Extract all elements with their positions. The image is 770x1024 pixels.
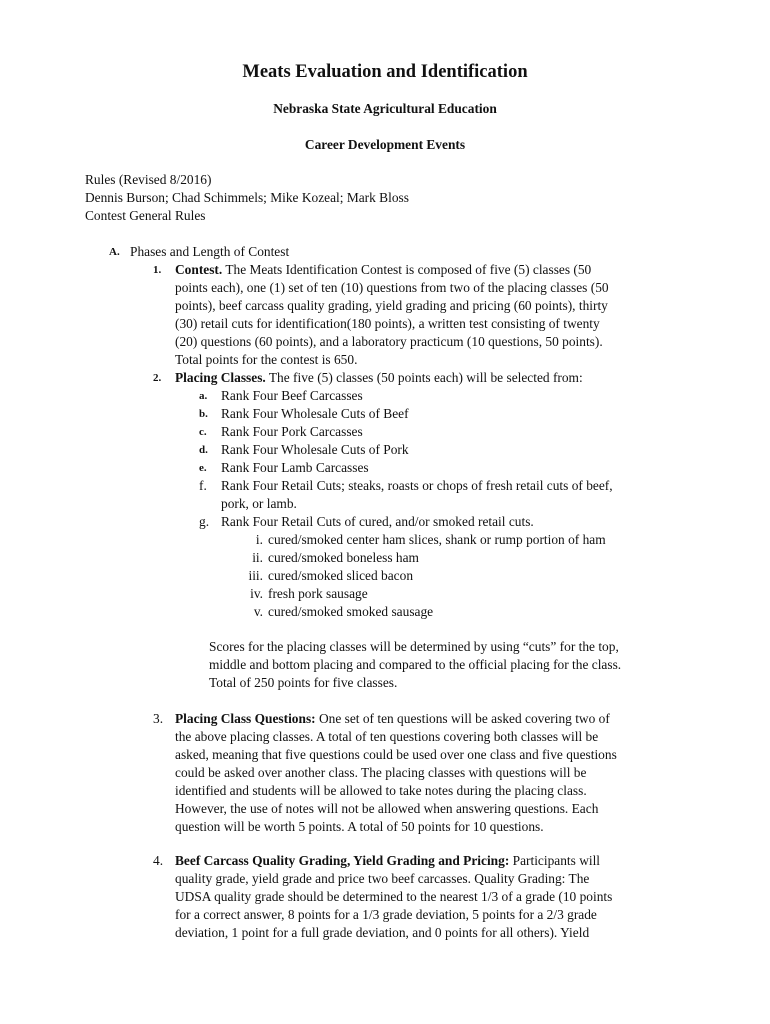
item-4-first-rest: Participants will	[509, 853, 601, 868]
item-3-line: question will be worth 5 points. A total of 50 points for 10 questions.	[175, 818, 544, 834]
item-2-first-rest: The five (5) classes (50 points each) will be selected from:	[265, 370, 583, 385]
placing-class-item: Rank Four Wholesale Cuts of Beef	[221, 406, 409, 421]
item-1-line: points), beef carcass quality grading, yield grading and pricing (60 points), thirty	[175, 297, 608, 313]
item-2-first-line	[175, 369, 583, 387]
placing-class-item: Rank Four Lamb Carcasses	[221, 460, 369, 475]
item-1-lead: Contest.	[175, 262, 223, 277]
item-2-marker: 2.	[153, 372, 162, 384]
header-authors: Dennis Burson; Chad Schimmels; Mike Kozeal; Mark Bloss	[85, 190, 409, 205]
item-2-lead: Placing Classes.	[175, 370, 266, 385]
placing-class-item-continued: pork, or lamb.	[221, 496, 297, 511]
item-4-body	[175, 870, 612, 942]
item-4-first-line	[175, 852, 600, 870]
cured-cut-marker: i.	[255, 532, 263, 547]
item-1-line: points each), one (1) set of ten (10) questions from two of the placing classes (50	[175, 280, 609, 295]
cured-cut-item: cured/smoked sliced bacon	[268, 568, 414, 583]
item-4-line: quality grade, yield grade and price two beef carcasses. Quality Grading: The	[175, 871, 590, 886]
document-subtitle-events: Career Development Events	[304, 137, 466, 152]
item-3-first-rest: One set of ten questions will be asked covering two of	[315, 711, 610, 726]
scores-line: middle and bottom placing and compared to the official placing for the class.	[209, 656, 622, 672]
placing-class-marker: e.	[199, 462, 207, 474]
item-4-line: UDSA quality grade should be determined to the nearest 1/3 of a grade (10 points	[175, 888, 613, 904]
cured-cut-item: cured/smoked smoked sausage	[268, 604, 434, 619]
placing-class-marker: f.	[199, 478, 207, 493]
document-subtitle-state: Nebraska State Agricultural Education	[273, 101, 497, 116]
placing-class-marker: g.	[199, 514, 210, 529]
scores-paragraph	[209, 638, 621, 692]
cured-cut-marker: iii.	[248, 568, 263, 583]
item-3-line: identified and students will be allowed to take notes during the placing class.	[175, 782, 587, 798]
placing-class-item: Rank Four Pork Carcasses	[221, 424, 363, 439]
item-3-lead: Placing Class Questions:	[175, 711, 316, 726]
item-3-line: asked, meaning that five questions could be used over one class and five questions	[175, 746, 617, 762]
header-rules-revised: Rules (Revised 8/2016)	[85, 172, 212, 187]
item-1-first-line	[175, 261, 591, 279]
placing-class-item: Rank Four Wholesale Cuts of Pork	[221, 442, 409, 457]
item-3-marker: 3.	[153, 711, 164, 726]
placing-class-marker: c.	[199, 426, 207, 438]
placing-class-marker: a.	[199, 390, 208, 402]
item-1-first-rest: The Meats Identification Contest is composed of five (5) classes (50	[222, 262, 592, 277]
placing-class-item: Rank Four Beef Carcasses	[221, 388, 363, 403]
cured-cut-item: cured/smoked center ham slices, shank or rump portion of ham	[268, 532, 606, 547]
item-1-body	[175, 279, 609, 369]
cured-cut-item: cured/smoked boneless ham	[268, 550, 419, 565]
item-4-marker: 4.	[153, 853, 164, 868]
cured-cut-marker: iv.	[250, 586, 263, 601]
item-3-first-line	[175, 710, 610, 728]
cured-cut-marker: ii.	[252, 550, 263, 565]
item-4-lead: Beef Carcass Quality Grading, Yield Grading and Pricing:	[175, 853, 510, 868]
item-3-line: could be asked over another class. The placing classes with questions will be	[175, 764, 587, 780]
section-a-marker: A.	[109, 246, 120, 258]
placing-class-item: Rank Four Retail Cuts of cured, and/or smoked retail cuts.	[221, 514, 534, 529]
cured-cut-item: fresh pork sausage	[268, 586, 368, 601]
item-4-line: for a correct answer, 8 points for a 1/3 grade deviation, 5 points for a 2/3 grade	[175, 906, 597, 922]
item-3-body	[175, 728, 617, 835]
placing-class-item: Rank Four Retail Cuts; steaks, roasts or chops of fresh retail cuts of beef,	[221, 478, 613, 493]
placing-class-marker: b.	[199, 408, 208, 420]
cured-cut-marker: v.	[253, 604, 263, 619]
scores-line: Total of 250 points for five classes.	[209, 674, 398, 690]
item-3-line: However, the use of notes will not be allowed when answering questions. Each	[175, 800, 599, 816]
item-3-line: the above placing classes. A total of ten questions covering both classes will be	[175, 729, 599, 744]
header-general-rules: Contest General Rules	[85, 208, 206, 223]
item-1-line: Total points for the contest is 650.	[175, 351, 358, 367]
item-4-line: deviation, 1 point for a full grade deviation, and 0 points for all others). Yield	[175, 924, 590, 940]
scores-line: Scores for the placing classes will be determined by using “cuts” for the top,	[209, 639, 619, 654]
placing-class-marker: d.	[199, 444, 208, 456]
item-1-line: (30) retail cuts for identification(180 points), a written test consisting of twenty	[175, 315, 600, 331]
item-1-marker: 1.	[153, 264, 162, 276]
item-1-line: (20) questions (60 points), and a laboratory practicum (10 questions, 50 points).	[175, 333, 603, 349]
document-title: Meats Evaluation and Identification	[242, 62, 528, 82]
section-a-heading: Phases and Length of Contest	[130, 244, 290, 259]
